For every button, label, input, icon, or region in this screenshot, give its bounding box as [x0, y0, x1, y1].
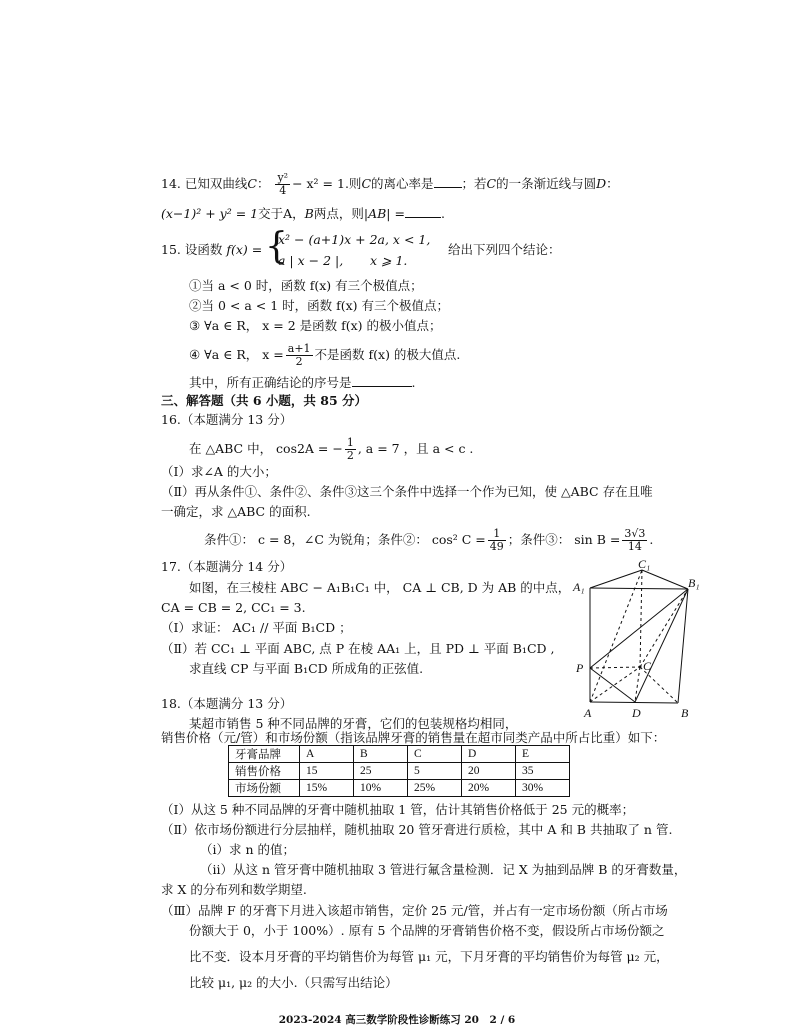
q15-case1 — [278, 232, 430, 248]
q14-blank-1 — [434, 175, 462, 188]
table-cell: 牙膏品牌 — [229, 746, 300, 763]
q18-line-1: 某超市销售 5 种不同品牌的牙膏，它们的包装规格均相同， — [189, 716, 518, 731]
q16-part-1: （Ⅰ）求∠A 的大小； — [161, 464, 277, 479]
q15-statement-1: ①当 a < 0 时，函数 f(x) 有三个极值点； — [189, 278, 423, 293]
q14-text: ： — [606, 176, 619, 191]
q18-line-2: 销售价格（元/管）和市场份额（指该品牌牙膏的销售量在超市同类产品中所占比重）如下： — [161, 730, 666, 745]
label-C: C — [643, 659, 652, 673]
table-row — [229, 763, 570, 780]
q18-head: 18.（本题满分 13 分） — [161, 696, 293, 711]
q14-blank-2 — [405, 205, 441, 218]
q18-part-2: （Ⅱ）依市场份额进行分层抽样，随机抽取 20 管牙膏进行质检，其中 A 和 B 共抽取了 n 管. — [161, 822, 673, 837]
label-C1: C₁ — [638, 560, 651, 571]
q15-text: 给出下列四个结论： — [448, 242, 561, 257]
q16-stem-text: , a = 7 ，且 a < c . — [357, 441, 474, 456]
q16-cond-text: 条件①： c = 8，∠C 为锐角；条件②： cos² C = — [204, 532, 486, 547]
q15-case2-cond — [370, 253, 407, 269]
q15-s4-text: 不是函数 f(x) 的极大值点. — [314, 347, 461, 362]
q17-part-1: （Ⅰ）求证： AC₁ // 平面 B₁CD ； — [161, 620, 352, 635]
table-cell: 20 — [462, 763, 516, 780]
q14-text: .则 — [344, 176, 362, 191]
q17-part-2-cont: 求直线 CP 与平面 B₁CD 所成角的正弦值. — [189, 661, 424, 676]
q14-var-C: C — [486, 176, 497, 191]
q18-part-3a: （Ⅲ）品牌 F 的牙膏下月进入该超市销售，定价 25 元/管，并占有一定市场份额（所占市场 — [161, 903, 668, 918]
table-row — [229, 780, 570, 797]
q15-s4-text: ④ ∀a ∈ R， x = — [189, 347, 284, 362]
q15-case2-cond-text: x ⩾ 1. — [370, 253, 408, 268]
q16-cond-fraction-1 — [488, 528, 506, 553]
q14-point-B: B — [304, 206, 314, 221]
table-row — [229, 746, 570, 763]
q16-stem — [189, 437, 473, 462]
q14-text: . — [440, 206, 445, 221]
q15-text: . — [411, 375, 416, 390]
q15-case2 — [278, 253, 343, 269]
q15-case1-text: x² − (a+1)x + 2a, x < 1, — [278, 232, 431, 247]
q16-head: 16.（本题满分 13 分） — [161, 412, 293, 427]
q18-part-3c: 比不变．设本月牙膏的平均销售价为每管 μ₁ 元，下月牙膏的平均销售价为每管 μ₂ 元， — [189, 949, 669, 964]
table-cell: 35 — [516, 763, 570, 780]
q16-cond-den2: 14 — [627, 540, 642, 553]
table-cell: 15% — [300, 780, 354, 797]
q16-cond-num2: 3√3 — [624, 527, 646, 540]
q15-brace: { — [265, 226, 288, 267]
q14-text: ， — [292, 206, 305, 221]
q15-s4-den: 2 — [295, 355, 303, 368]
q16-frac-num: 1 — [346, 436, 354, 449]
q17-head: 17.（本题满分 14 分） — [161, 559, 293, 574]
q16-cond-den1: 49 — [489, 540, 504, 553]
q15-lead — [161, 242, 262, 258]
q18-part-2-ii-cont: 求 X 的分布列和数学期望. — [161, 882, 307, 897]
prism-figure — [560, 560, 700, 720]
q18-part-1: （Ⅰ）从这 5 种不同品牌的牙膏中随机抽取 1 管，估计其销售价格低于 25 元的概率； — [161, 802, 635, 817]
q16-part-2b: 一确定，求 △ABC 的面积. — [161, 504, 311, 519]
label-A1: A₁ — [573, 580, 585, 594]
table-cell: B — [354, 746, 408, 763]
q15-s4-num: a+1 — [287, 342, 311, 355]
q18-part-3b: 份额大于 0，小于 100%）. 原有 5 个品牌的牙膏销售价格不变，假设所占市场份额之 — [189, 923, 665, 938]
q16-cond-text: ；条件③： sin B = — [507, 532, 621, 547]
q14-text: 交于 — [258, 206, 284, 221]
q17-line-2: CA = CB = 2, CC₁ = 3. — [161, 600, 306, 615]
q14-text: 的一条渐近线与圆 — [496, 176, 597, 191]
page-footer: 2023-2024 高三数学阶段性诊断练习 20 2 / 6 — [278, 1014, 516, 1026]
q16-conditions — [204, 528, 653, 553]
table-cell: 5 — [408, 763, 462, 780]
q14-var-D: D — [596, 176, 607, 191]
q14-fraction — [275, 172, 290, 197]
label-B1: B₁ — [688, 576, 700, 590]
table-cell: A — [300, 746, 354, 763]
q14-line2 — [161, 205, 445, 222]
toothpaste-table — [228, 745, 570, 797]
q15-case2-text: a | x − 2 |, — [278, 253, 344, 268]
q16-stem-fraction — [345, 437, 356, 462]
q16-cond-num1: 1 — [488, 528, 506, 541]
q16-cond-fraction-2 — [622, 528, 647, 553]
table-cell: D — [462, 746, 516, 763]
table-cell: 市场份额 — [229, 780, 300, 797]
q15-blank — [352, 374, 412, 387]
q15-tail — [448, 242, 561, 258]
label-B: B — [681, 706, 689, 720]
table-cell: 25 — [354, 763, 408, 780]
table-cell: 10% — [354, 780, 408, 797]
q18-part-2-ii: （ii）从这 n 管牙膏中随机抽取 3 管进行氟含量检测．记 X 为抽到品牌 B 的牙膏数量， — [200, 862, 687, 877]
q14-frac-num: y² — [277, 171, 289, 184]
q14-text: 14. 已知双曲线 — [161, 176, 248, 191]
q14-frac-den: 4 — [279, 184, 287, 197]
table-cell: C — [408, 746, 462, 763]
q14-point-A: A — [283, 206, 293, 221]
q15-s4-fraction — [286, 343, 313, 368]
q16-stem-text: 在 △ABC 中， cos2A = − — [189, 441, 343, 456]
q16-cond-text: . — [649, 532, 654, 547]
section-3-heading: 三、解答题（共 6 小题，共 85 分） — [161, 393, 368, 408]
q15-text: 其中，所有正确结论的序号是 — [189, 375, 352, 390]
q15-statement-3: ③ ∀a ∈ R， x = 2 是函数 f(x) 的极小值点； — [189, 318, 442, 333]
label-P: P — [576, 661, 584, 675]
label-D: D — [632, 706, 641, 720]
q17-part-2: （Ⅱ）若 CC₁ ⊥ 平面 ABC, 点 P 在棱 AA₁ 上，且 PD ⊥ 平面 B₁CD , — [161, 641, 555, 656]
q15-statement-2: ②当 0 < a < 1 时，函数 f(x) 有三个极值点； — [189, 298, 450, 313]
q15-question — [189, 374, 416, 391]
table-cell: 25% — [408, 780, 462, 797]
q14-circle-eq: (x−1)² + y² = 1 — [161, 206, 259, 221]
q18-part-2-i: （i）求 n 的值； — [200, 842, 295, 857]
table-cell: E — [516, 746, 570, 763]
q16-frac-den: 2 — [346, 449, 354, 462]
q14-AB: |AB| = — [363, 206, 405, 221]
q14-line1 — [161, 172, 619, 197]
q17-line-1: 如图，在三棱柱 ABC − A₁B₁C₁ 中， CA ⊥ CB, D 为 AB 的中点， — [189, 580, 571, 595]
label-A: A — [584, 706, 592, 720]
point-C-dot — [639, 666, 642, 669]
q15-statement-4 — [189, 343, 460, 368]
q14-var-C: C — [361, 176, 372, 191]
q14-text: 的离心率是 — [371, 176, 434, 191]
q15-text: 15. 设函数 — [161, 242, 223, 257]
table-cell: 20% — [462, 780, 516, 797]
q14-var-C: C — [247, 176, 257, 191]
q14-eq: − x² = 1 — [292, 176, 345, 191]
table-cell: 销售价格 — [229, 763, 300, 780]
q16-part-2a: （Ⅱ）再从条件①、条件②、条件③这三个条件中选择一个作为已知，使 △ABC 存在且唯 — [161, 484, 653, 499]
table-cell: 15 — [300, 763, 354, 780]
q15-fx: f(x) = — [226, 242, 263, 257]
q18-part-3d: 比较 μ₁, μ₂ 的大小.（只需写出结论） — [189, 975, 398, 990]
q14-text: ；若 — [461, 176, 487, 191]
q14-text: 两点，则 — [313, 206, 364, 221]
table-cell: 30% — [516, 780, 570, 797]
q14-text: ： — [256, 176, 270, 191]
